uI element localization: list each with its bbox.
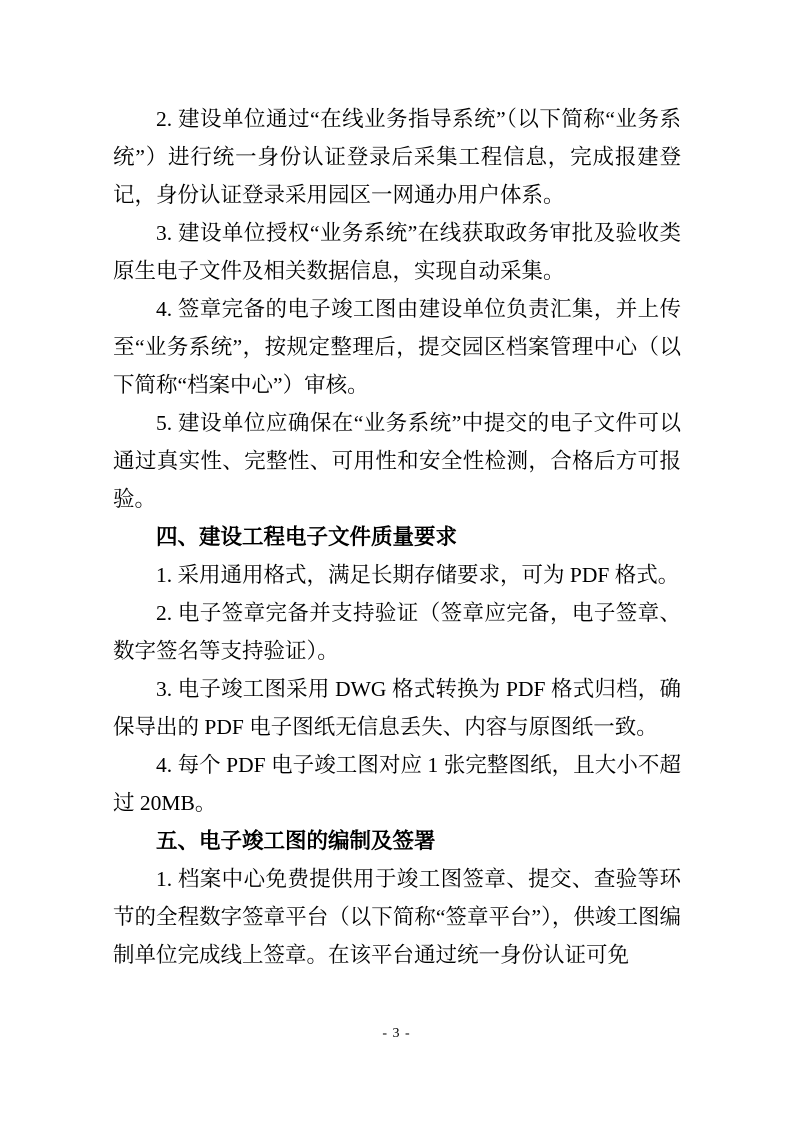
page-number: - 3 - <box>382 1026 411 1041</box>
document-body <box>113 100 681 974</box>
paragraph-dwg-to-pdf-archiving: 3. 电子竣工图采用 DWG 格式转换为 PDF 格式归档，确保导出的 PDF 电子图纸无信息丢失、内容与原图纸一致。 <box>113 677 681 739</box>
paragraph-pdf-size-limit: 4. 每个 PDF 电子竣工图对应 1 张完整图纸，且大小不超过 20MB。 <box>113 753 681 815</box>
section-heading-drawing-compilation-signing: 五、电子竣工图的编制及签署 <box>156 829 436 853</box>
section-heading-quality-requirements: 四、建设工程电子文件质量要求 <box>156 525 458 549</box>
paragraph-business-system-registration: 2. 建设单位通过“在线业务指导系统”（以下简称“业务系统”）进行统一身份认证登录后采集工程信息，完成报建登记，身份认证登录采用园区一网通办用户体系。 <box>113 107 681 207</box>
page-footer <box>0 1024 793 1042</box>
paragraph-authorized-auto-collection: 3. 建设单位授权“业务系统”在线获取政务审批及验收类原生电子文件及相关数据信息，实现自动采集。 <box>113 221 681 283</box>
paragraph-signing-platform: 1. 档案中心免费提供用于竣工图签章、提交、查验等环节的全程数字签章平台（以下简称“签章平台”），供竣工图编制单位完成线上签章。在该平台通过统一身份认证可免 <box>113 867 681 967</box>
paragraph-as-built-drawing-submission: 4. 签章完备的电子竣工图由建设单位负责汇集，并上传至“业务系统”，按规定整理后，提交园区档案管理中心（以下简称“档案中心”）审核。 <box>113 297 681 397</box>
paragraph-general-format-pdf: 1. 采用通用格式，满足长期存储要求，可为 PDF 格式。 <box>156 563 680 587</box>
paragraph-signature-verification: 2. 电子签章完备并支持验证（签章应完备，电子签章、数字签名等支持验证）。 <box>113 601 681 663</box>
paragraph-file-integrity-check: 5. 建设单位应确保在“业务系统”中提交的电子文件可以通过真实性、完整性、可用性和安全性检测，合格后方可报验。 <box>113 411 681 511</box>
